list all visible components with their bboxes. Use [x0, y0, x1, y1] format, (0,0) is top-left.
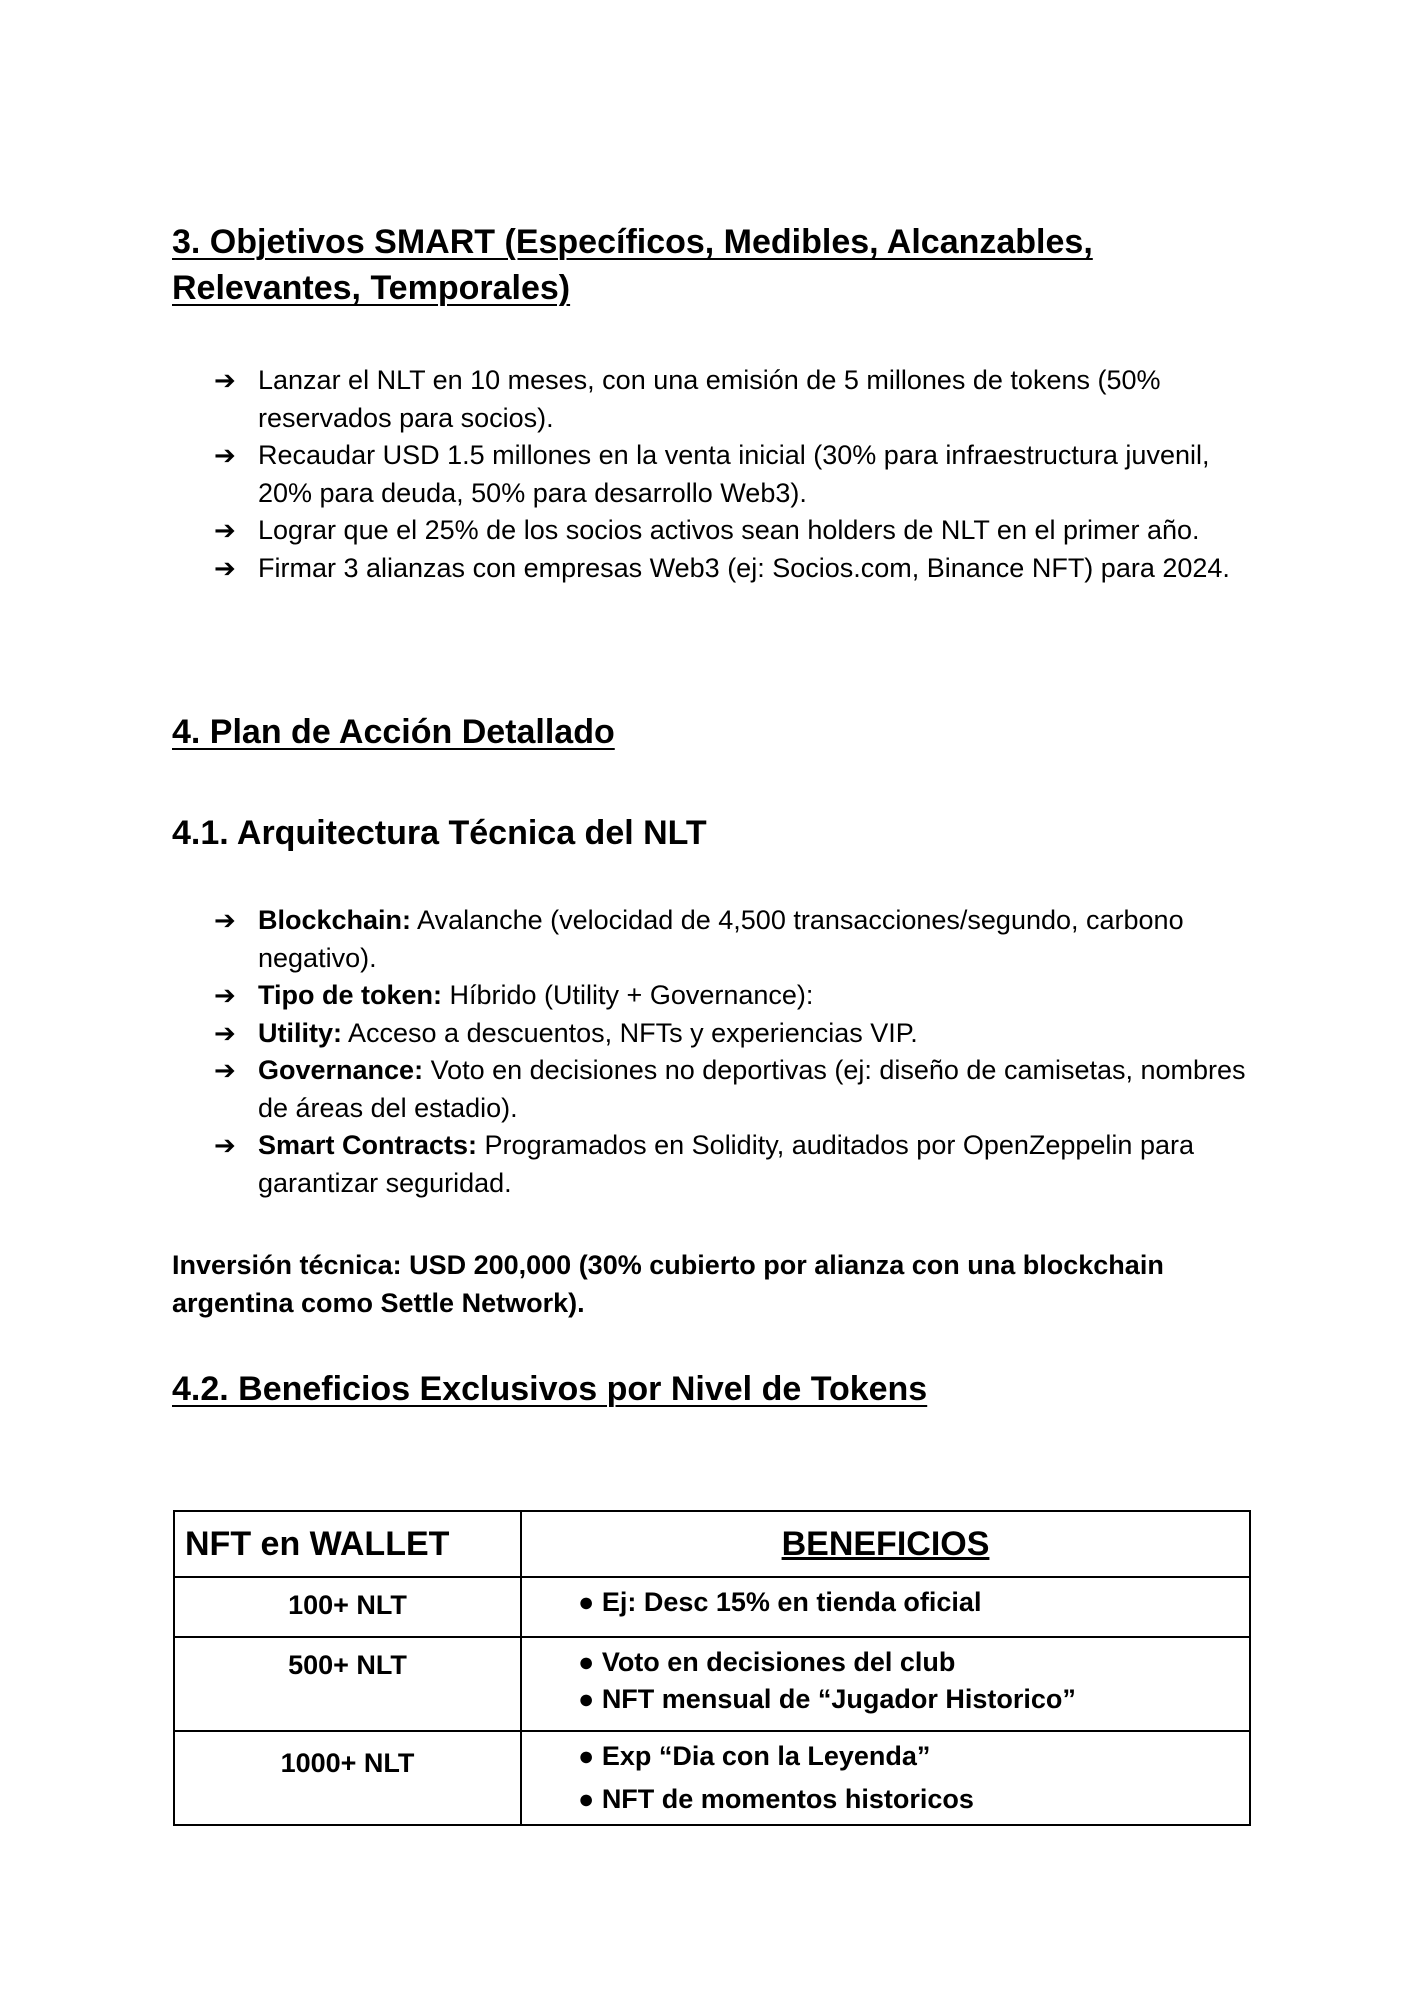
benefit-text: Voto en decisiones del club [601, 1647, 956, 1677]
section-4-title: 4. Plan de Acción Detallado [172, 713, 615, 751]
benefit-text: Ej: Desc 15% en tienda oficial [601, 1587, 982, 1617]
dot-icon: ● [578, 1647, 602, 1677]
list-item [214, 902, 1254, 977]
item-label: Governance: [258, 1055, 424, 1085]
list-item [214, 512, 1254, 550]
item-label: Smart Contracts: [258, 1130, 478, 1160]
item-label: Utility: [258, 1017, 342, 1048]
benefit-item [578, 1738, 1248, 1775]
benefit-item [578, 1644, 1248, 1681]
benefits-cell [521, 1577, 1250, 1637]
benefit-text: Exp “Dia con la Leyenda” [601, 1741, 931, 1771]
section-3-title-line-1: 3. Objetivos SMART (Específicos, Medibles, Alcanzables, [172, 223, 1093, 261]
token-level: 1000+ NLT [174, 1731, 521, 1825]
technical-investment-note: Inversión técnica: USD 200,000 (30% cubierto por alianza con una blockchain argentina como Settle Network). [172, 1250, 1164, 1318]
arrow-right-icon: ➔ [214, 365, 236, 395]
token-level: 500+ NLT [174, 1637, 521, 1731]
list-item [214, 1052, 1254, 1127]
column-header-nft-wallet: NFT en WALLET [174, 1511, 521, 1577]
column-header-benefits: BENEFICIOS [521, 1511, 1250, 1577]
table-row [174, 1577, 1250, 1637]
benefits-table [173, 1510, 1251, 1826]
list-item [214, 1015, 1254, 1053]
item-text: Avalanche (velocidad de 4,500 transacciones/segundo, carbono negativo). [258, 905, 1184, 973]
section-3-title [172, 219, 1093, 311]
table-row [174, 1637, 1250, 1731]
list-item-text: Recaudar USD 1.5 millones en la venta inicial (30% para infraestructura juvenil, 20% para deuda, 50% para desarrollo Web3). [258, 440, 1210, 508]
benefit-item [578, 1781, 1248, 1818]
benefit-text: NFT de momentos historicos [601, 1784, 974, 1814]
dot-icon: ● [578, 1741, 602, 1771]
benefits-cell [521, 1637, 1250, 1731]
benefit-item [578, 1584, 1248, 1621]
list-item [214, 1127, 1254, 1202]
arrow-right-icon: ➔ [214, 515, 236, 545]
arrow-right-icon: ➔ [214, 1130, 236, 1160]
item-text: Voto en decisiones no deportivas (ej: diseño de camisetas, nombres de áreas del estadio). [258, 1055, 1246, 1123]
item-label: Tipo de token: [258, 980, 443, 1010]
list-item [214, 437, 1254, 512]
arrow-right-icon: ➔ [214, 980, 236, 1010]
benefit-item [578, 1681, 1248, 1718]
benefit-text: NFT mensual de “Jugador Historico” [601, 1684, 1076, 1714]
dot-icon: ● [578, 1684, 602, 1714]
list-item-text: Lograr que el 25% de los socios activos sean holders de NLT en el primer año. [258, 515, 1200, 545]
smart-objectives-list [214, 362, 1254, 587]
arrow-right-icon: ➔ [214, 552, 236, 583]
table-row [174, 1731, 1250, 1825]
list-item [214, 362, 1254, 437]
arrow-right-icon: ➔ [214, 440, 236, 470]
section-4-1-title: 4.1. Arquitectura Técnica del NLT [172, 814, 707, 852]
list-item [214, 977, 1254, 1015]
architecture-list [214, 902, 1254, 1202]
list-item-text: Firmar 3 alianzas con empresas Web3 (ej: Socios.com, Binance NFT) para 2024. [258, 552, 1230, 583]
section-4-2-title: 4.2. Beneficios Exclusivos por Nivel de Tokens [172, 1370, 928, 1408]
list-item-text: Lanzar el NLT en 10 meses, con una emisión de 5 millones de tokens (50% reservados para socios). [258, 365, 1161, 433]
arrow-right-icon: ➔ [214, 1055, 236, 1085]
arrow-right-icon: ➔ [214, 1017, 236, 1048]
arrow-right-icon: ➔ [214, 905, 236, 935]
item-label: Blockchain: [258, 905, 412, 935]
token-level: 100+ NLT [174, 1577, 521, 1637]
section-3-title-line-2: Relevantes, Temporales) [172, 269, 571, 307]
benefits-cell [521, 1731, 1250, 1825]
dot-icon: ● [578, 1587, 602, 1617]
list-item [214, 550, 1254, 588]
item-text: Híbrido (Utility + Governance): [442, 980, 814, 1010]
item-text: Programados en Solidity, auditados por OpenZeppelin para garantizar seguridad. [258, 1130, 1194, 1198]
item-text: Acceso a descuentos, NFTs y experiencias VIP. [342, 1017, 918, 1048]
table-header-row [174, 1511, 1250, 1577]
dot-icon: ● [578, 1784, 602, 1814]
